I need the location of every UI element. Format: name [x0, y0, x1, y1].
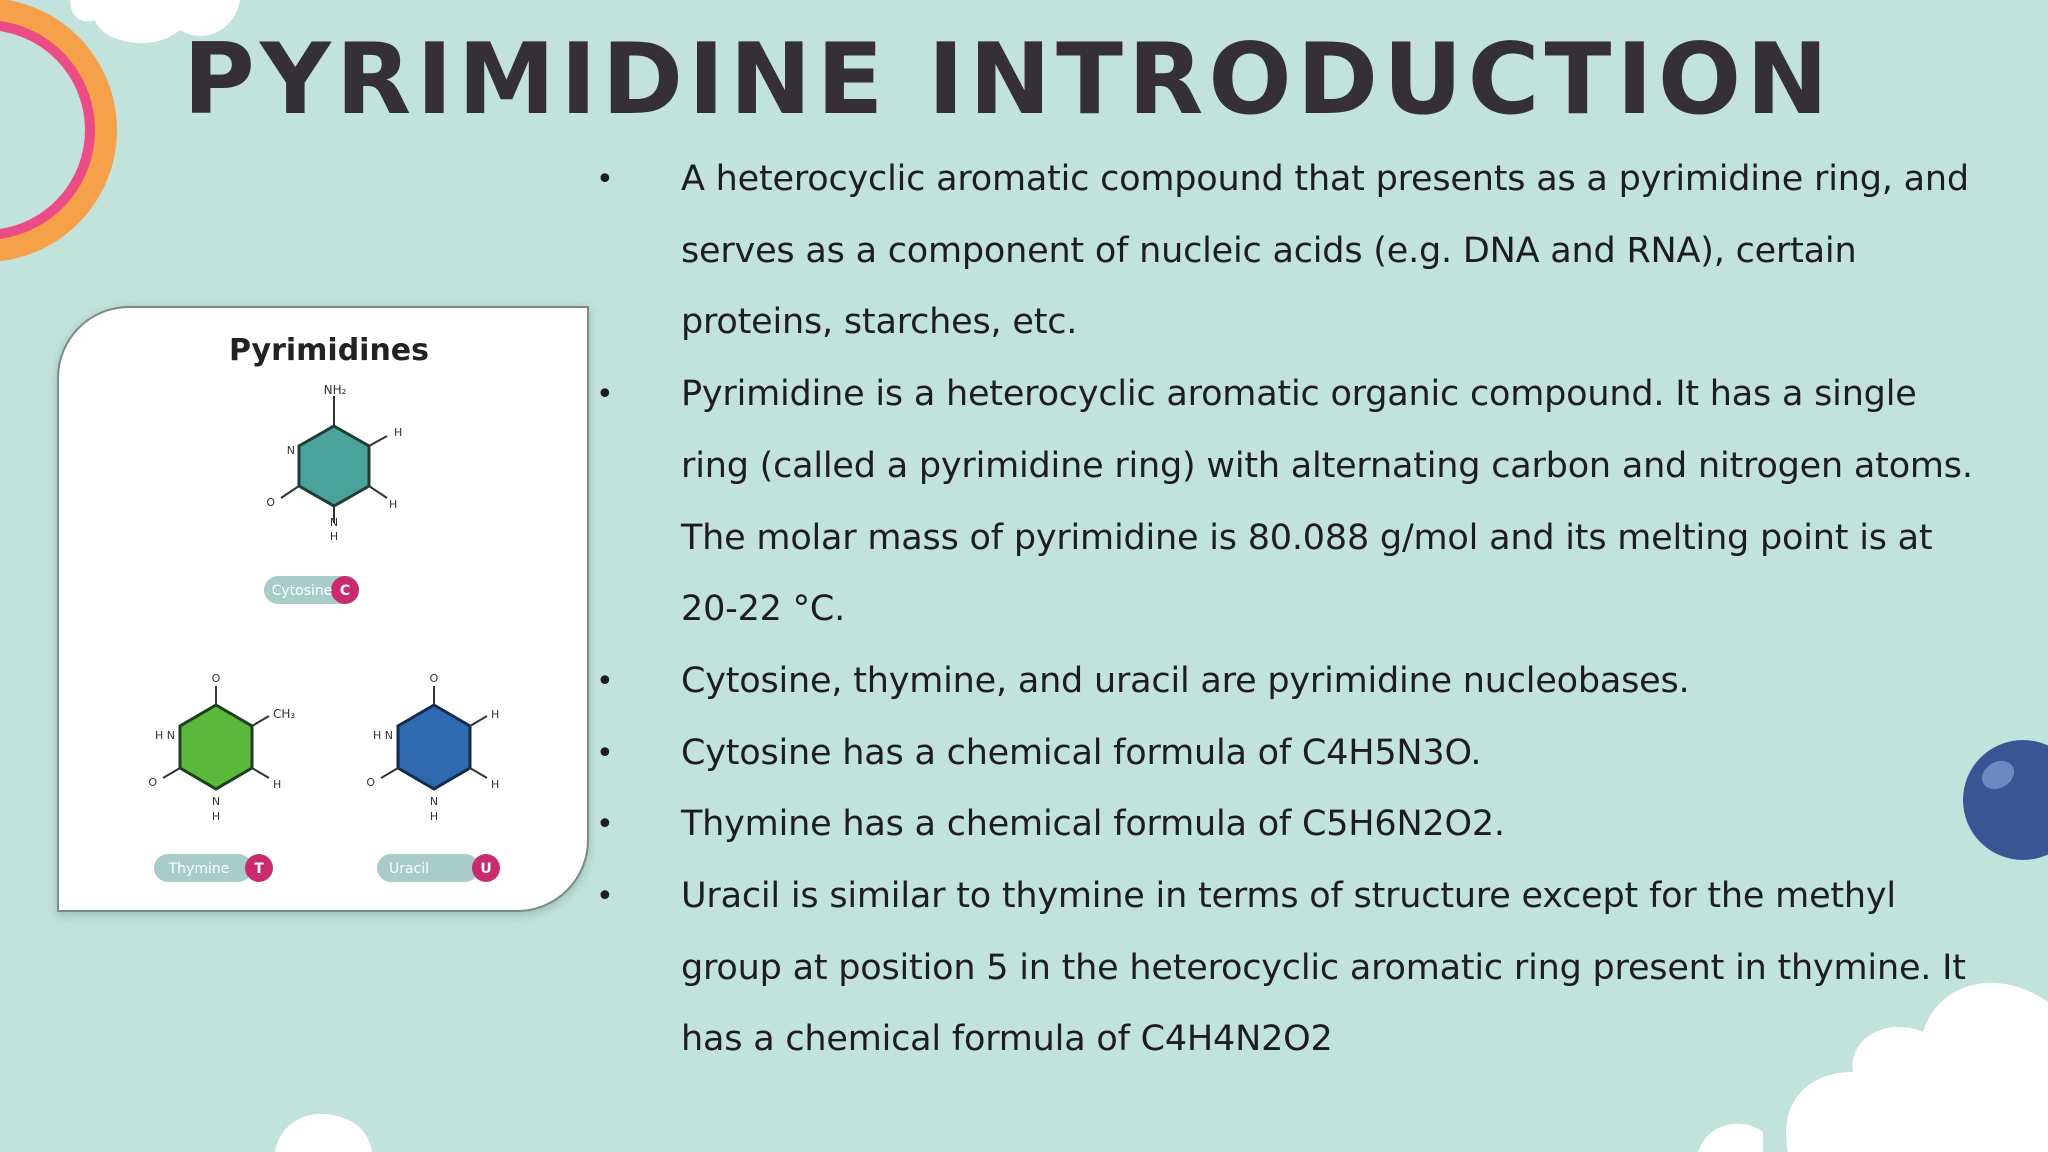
svg-text:CH₃: CH₃	[273, 707, 296, 721]
bullet-text: Thymine has a chemical formula of C5H6N2O2.	[681, 804, 1505, 845]
svg-text:Cytosine: Cytosine	[271, 583, 333, 599]
svg-text:H N: H N	[155, 729, 175, 742]
cytosine-structure	[266, 383, 402, 543]
pyrimidines-diagram	[59, 308, 587, 910]
list-item	[596, 646, 1976, 718]
svg-text:H: H	[389, 498, 398, 511]
bullet-text: Cytosine, thymine, and uracil are pyrimidine nucleobases.	[681, 660, 1690, 701]
bullet-dot: •	[596, 663, 614, 699]
ring-decoration	[0, 0, 150, 280]
cloud-decoration-bottom-right	[1668, 962, 2048, 1152]
svg-text:O: O	[266, 496, 275, 509]
list-item	[596, 718, 1976, 790]
svg-text:C: C	[339, 583, 351, 599]
bullet-list	[596, 144, 1976, 1076]
bullet-dot: •	[596, 735, 614, 771]
uracil-badge	[377, 854, 500, 882]
uracil-structure	[366, 672, 499, 823]
svg-text:H: H	[329, 530, 339, 543]
svg-text:O: O	[366, 776, 375, 789]
thymine-structure	[148, 672, 295, 823]
svg-text:O: O	[211, 672, 221, 685]
svg-text:H: H	[211, 810, 221, 823]
list-item	[596, 144, 1976, 359]
svg-text:Uracil: Uracil	[388, 861, 430, 877]
svg-text:H: H	[429, 810, 439, 823]
list-item	[596, 789, 1976, 861]
svg-text:NH₂: NH₂	[323, 383, 347, 397]
thymine-badge	[154, 854, 273, 882]
svg-text:H: H	[273, 778, 282, 791]
pyrimidines-figure-card	[57, 306, 589, 912]
svg-text:O: O	[429, 672, 439, 685]
page-title: PYRIMIDINE INTRODUCTION	[183, 23, 1834, 137]
list-item	[596, 359, 1976, 646]
svg-text:H N: H N	[373, 729, 393, 742]
svg-text:U: U	[480, 861, 492, 877]
bullet-dot: •	[596, 162, 614, 197]
bullet-text: Cytosine has a chemical formula of C4H5N3O.	[681, 732, 1482, 773]
cloud-decoration-bottom-left	[260, 1102, 380, 1152]
svg-text:H: H	[491, 708, 500, 721]
bullet-dot: •	[596, 377, 614, 413]
figure-heading: Pyrimidines	[228, 333, 430, 368]
bullet-dot: •	[596, 807, 614, 843]
bullet-text: Uracil is similar to thymine in terms of structure except for the methyl group at position 5 in the heterocyclic aromatic ring present in thymine. It has a chemical formula of C4H4N2O2	[681, 876, 1966, 1060]
svg-text:N: N	[329, 516, 339, 529]
cytosine-badge	[264, 576, 359, 604]
svg-text:N: N	[429, 795, 439, 808]
bullet-text: A heterocyclic aromatic compound that presents as a pyrimidine ring, and serves as a component of nucleic acids (e.g. DNA and RNA), certain proteins, starches, etc.	[681, 159, 1969, 343]
bullet-text: Pyrimidine is a heterocyclic aromatic organic compound. It has a single ring (called a pyrimidine ring) with alternating carbon and nitrogen atoms. The molar mass of pyrimidine is 80.088 g/mol and its melting point is at 20-22 °C.	[681, 374, 1973, 630]
svg-text:N: N	[211, 795, 221, 808]
svg-text:O: O	[148, 776, 157, 789]
svg-text:Thymine: Thymine	[168, 861, 230, 877]
svg-text:N: N	[286, 444, 295, 457]
svg-text:H: H	[394, 426, 403, 439]
svg-text:T: T	[254, 861, 264, 877]
svg-text:H: H	[491, 778, 500, 791]
bullet-dot: •	[596, 879, 614, 915]
ball-decoration	[1958, 735, 2048, 865]
